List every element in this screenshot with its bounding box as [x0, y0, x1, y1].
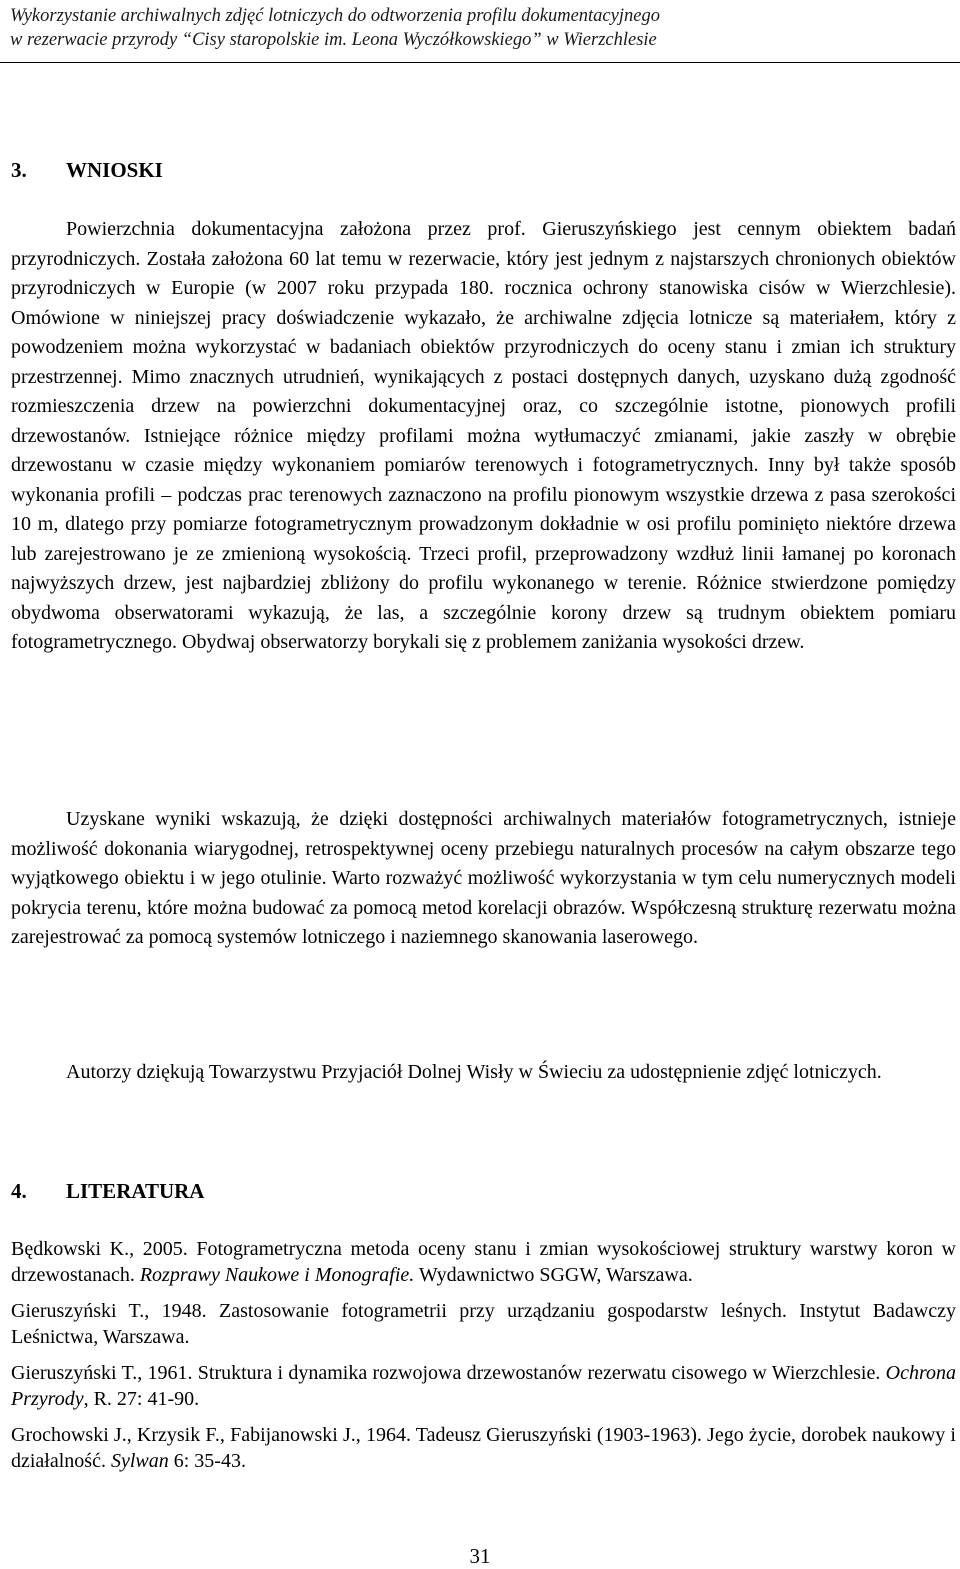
reference-item: Grochowski J., Krzysik F., Fabijanowski J., 1964. Tadeusz Gieruszyński (1903-1963). Jego życie, dorobek naukowy i działalność. Sylwan 6: 35-43.: [11, 1424, 956, 1472]
section-number: 3.: [11, 158, 27, 182]
running-header-line-2: w rezerwacie przyrody “Cisy staropolskie im. Leona Wyczółkowskiego” w Wierzchlesie: [10, 30, 657, 50]
reference-item: Gieruszyński T., 1961. Struktura i dynamika rozwojowa drzewostanów rezerwatu cisowego w Wierzchlesie. Ochrona Przyrody, R. 27: 41-90.: [11, 1362, 956, 1410]
section-heading-literature: [11, 1178, 204, 1204]
reference-item: Gieruszyński T., 1948. Zastosowanie fotogrametrii przy urządzaniu gospodarstw leśnych. Instytut Badawczy Leśnictwa, Warszawa.: [11, 1300, 956, 1348]
reference-list: [11, 1236, 956, 1484]
running-header-line-1: Wykorzystanie archiwalnych zdjęć lotniczych do odtworzenia profilu dokumentacyjnego: [10, 6, 660, 26]
page-number: 31: [469, 1544, 491, 1568]
conclusions-paragraph-1: Powierzchnia dokumentacyjna założona przez prof. Gieruszyńskiego jest cennym obiektem badań przyrodniczych. Została założona 60 lat temu w rezerwacie, który jest jednym z najstarszych chronionych obiektów przyrodniczych w Europie (w 2007 roku przypada 180. rocznica ochrony stanowiska cisów w Wierzchlesie). Omówione w niniejszej pracy doświadczenie wykazało, że archiwalne zdjęcia lotnicze są materiałem, który z powodzeniem można wykorzystać w badaniach obiektów przyrodniczych do oceny stanu i zmian ich struktury przestrzennej. Mimo znacznych utrudnień, wynikających z postaci dostępnych danych, uzyskano dużą zgodność rozmieszczenia drzew na powierzchni dokumentacyjnej oraz, co szczególnie istotne, pionowych profili drzewostanów. Istniejące różnice między profilami można wytłumaczyć zmianami, jakie zaszły w obrębie drzewostanu w czasie między wykonaniem pomiarów terenowych i fotogrametrycznych. Inny był także sposób wykonania profili – podczas prac terenowych zaznaczono na profilu pionowym wszystkie drzewa z pasa szerokości 10 m, dlatego przy pomiarze fotogrametrycznym prowadzonym dokładnie w osi profilu pominięto niektóre drzewa lub zarejestrowano je ze zmienioną wysokością. Trzeci profil, przeprowadzony wzdłuż linii łamanej po koronach najwyższych drzew, jest najbardziej zbliżony do profilu wykonanego w terenie. Różnice stwierdzone pomiędzy obydwoma obserwatorami wykazują, że las, a szczególnie korony drzew są trudnym obiektem pomiaru fotogrametrycznego. Obydwaj obserwatorzy borykali się z problemem zaniżania wysokości drzew.: [11, 218, 956, 653]
section-number: 4.: [11, 1179, 27, 1203]
section-title: WNIOSKI: [66, 158, 163, 182]
section-heading-conclusions: [11, 157, 163, 183]
section-title: LITERATURA: [66, 1179, 205, 1203]
conclusions-paragraph-2: Uzyskane wyniki wskazują, że dzięki dostępności archiwalnych materiałów fotogrametrycznych, istnieje możliwość dokonania wiarygodnej, retrospektywnej oceny przebiegu naturalnych procesów na całym obszarze tego wyjątkowego obiektu i w jego otulinie. Warto rozważyć możliwość wykorzystania w tym celu numerycznych modeli pokrycia terenu, które można budować za pomocą metod korelacji obrazów. Współczesną strukturę rezerwatu można zarejestrować za pomocą systemów lotniczego i naziemnego skanowania laserowego.: [11, 808, 956, 948]
header-rule: [0, 62, 960, 63]
acknowledgement: Autorzy dziękują Towarzystwu Przyjaciół Dolnej Wisły w Świeciu za udostępnienie zdjęć lotniczych.: [66, 1061, 882, 1083]
running-header: [10, 4, 950, 52]
reference-item: Będkowski K., 2005. Fotogrametryczna metoda oceny stanu i zmian wysokościowej struktury warstwy koron w drzewostanach. Rozprawy Naukowe i Monografie. Wydawnictwo SGGW, Warszawa.: [11, 1238, 956, 1286]
